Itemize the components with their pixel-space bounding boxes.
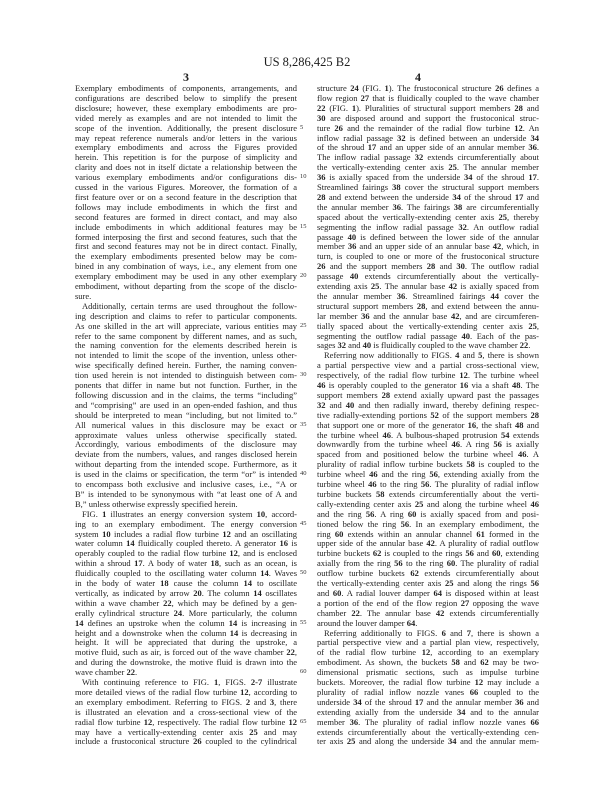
text-line: erally cylindrical structure 24. More particularly, the column — [75, 607, 297, 618]
text-line: turbine wheel 46 to the ring 56. The plurality of radial inflow — [317, 479, 539, 489]
text-line: Referring now additionally to FIGS. 4 and 5, there is shown — [324, 350, 539, 361]
patent-number-header: US 8,286,425 B2 — [263, 55, 351, 69]
text-line: ter axis 25 and along the underside 34 and the annular mem- — [317, 736, 539, 747]
text-line: wise specifically defined herein. Further, the naming conven- — [75, 360, 297, 371]
text-line: partial perspective view and a partial plan view, respectively, — [317, 637, 539, 648]
text-line: radial flow turbine 12, respectively. The radial flow turbine 12 — [75, 716, 297, 727]
margin-line-number: 5 — [300, 123, 304, 131]
text-line: sure. — [75, 290, 92, 301]
text-line: without departing from the intended scope. Furthermore, as it — [75, 459, 297, 470]
text-line: 36 is axially spaced from the underside 34 of the shroud 17. — [317, 172, 539, 183]
text-line: formed interposing the first and second features, such that the — [75, 231, 297, 242]
text-line: disclosure; however, these exemplary embodiments are pro- — [75, 102, 297, 113]
text-line: turbine buckets 58 extends circumferentially about the verti- — [317, 488, 539, 499]
text-line: 32 and 40 and then radially inward, thereby defining respec- — [317, 399, 539, 410]
text-line: the vertically-extending center axis 25. The annular member — [317, 162, 539, 173]
text-line: cussed in the various Figures. Moreover, the formation of a — [75, 182, 297, 192]
text-line: plurality of radial inflow turbine buckets 58 is coupled to the — [317, 459, 539, 470]
text-line: inflow radial passage 32 is defined between an underside 34 — [317, 132, 539, 143]
text-line: structure 24 (FIG. 1). The frustoconical structure 26 defines a — [317, 83, 539, 93]
margin-line-number: 65 — [300, 717, 307, 725]
text-line: ture 26 and the remainder of the radial flow turbine 12. An — [317, 122, 540, 133]
text-line: may repeat reference numerals and/or letters in the various — [75, 132, 297, 143]
text-line: extending axis 25. The annular base 42 is axially spaced from — [317, 281, 539, 291]
text-line: embodiment. As shown, the buckets 58 and 62 may be two- — [317, 657, 540, 668]
text-line: following discussion and in the claims, the terms “including” — [75, 389, 297, 400]
text-line: to encompass both exclusive and inclusive cases, i.e., “A or — [75, 479, 297, 489]
text-line: 28 and extend between the underside 34 of the shroud 17 and — [317, 191, 539, 202]
text-line: cally-extending center axis 25 and along the turbine wheel 46 — [317, 498, 539, 509]
text-line: embodiment, without departing from the scope of the disclo- — [75, 281, 297, 291]
text-line: the annular member 36. Streamlined fairings 44 cover the — [317, 290, 539, 301]
text-line: extending axially from the underside 34 and to the annular — [317, 706, 539, 717]
text-line: support members 28 extend axially upward past the passages — [317, 389, 539, 400]
text-line: Additionally, certain terms are used throughout the follow- — [82, 300, 297, 311]
margin-line-number: 40 — [300, 470, 307, 478]
text-line: a partial perspective view and a partial cross-sectional view, — [317, 360, 539, 371]
text-line: buckets. Moreover, the radial flow turbine 12 may include a — [317, 677, 539, 687]
text-line: the naming convention for the elements described herein is — [75, 340, 297, 351]
text-line: segmenting the outflow radial passage 40. Each of the pas- — [317, 330, 539, 341]
text-line: vertically, as indicated by arrow 20. The column 14 oscillates — [75, 587, 297, 598]
text-line: an exemplary embodiment. Referring to FIGS. 2 and 3, there — [75, 696, 297, 707]
text-line: in the body of water 18 cause the column 14 to oscillate — [75, 578, 297, 588]
text-line: and 60. A radial louver damper 64 is disposed within at least — [317, 587, 539, 598]
text-line: spaced from and positioned below the turbine wheel 46. A — [317, 449, 539, 460]
text-line: that support one or more of the generator 16, the shaft 48 and — [317, 419, 539, 430]
text-line: passage 40 extends circumferentially about the vertically- — [317, 271, 540, 282]
text-line: upper side of the annular base 42. A plurality of radial outflow — [317, 538, 540, 549]
margin-line-number: 45 — [300, 519, 307, 527]
text-line: turbine buckets 62 is coupled to the rings 56 and 60, extending — [317, 548, 540, 559]
text-line: of the radial flow turbine 12, according to an exemplary — [317, 647, 539, 658]
text-line: various exemplary embodiments and/or configurations dis- — [75, 172, 297, 183]
text-line: refer to the same component by different names, and as such, — [75, 330, 297, 341]
text-line: vided merely as examples and are not intended to limit the — [75, 112, 297, 123]
text-line: The inflow radial passage 32 extends circumferentially about — [317, 152, 539, 163]
text-line: approximate values unless otherwise specifically stated. — [75, 429, 297, 440]
text-line: first and second features may not be in direct contact. Finally, — [75, 241, 297, 252]
margin-line-number: 30 — [300, 371, 307, 379]
text-line: structural support members 28, and extend between the annu- — [317, 300, 539, 311]
text-line: include embodiments in which additional features may be — [75, 221, 297, 232]
text-line: Streamlined fairings 38 cover the structural support members — [317, 182, 539, 192]
text-line: member 36. The plurality of radial inflow nozzle vanes 66 — [317, 716, 540, 727]
margin-line-number: 15 — [300, 222, 307, 230]
text-line: and “comprising” are used in an open-ended fashion, and thus — [75, 399, 297, 410]
text-line: segmenting the inflow radial passage 32. An outflow radial — [317, 221, 539, 232]
text-line: second features are formed in direct contact, and may also — [75, 211, 297, 222]
text-line: exemplary embodiment may be used in any other exemplary — [75, 271, 297, 282]
text-line: may have a vertically-extending center axis 25 and may — [75, 726, 297, 737]
text-line: include a frustoconical structure 26 coupled to the cylindrical — [75, 736, 297, 747]
text-line: motive fluid, such as air, is forced out of the wave chamber 22, — [75, 647, 297, 658]
text-line: lar member 36 and the annular base 42, and are circumferen- — [317, 310, 539, 321]
text-line: height and a downstroke when the column 14 is decreasing in — [75, 627, 297, 638]
text-line: flow region 27 that is fluidically coupled to the wave chamber — [317, 92, 540, 103]
text-line: ing to an exemplary embodiment. The energy conversion — [75, 518, 297, 529]
text-line: operably coupled to the radial flow turbine 12, and is enclosed — [75, 548, 297, 559]
text-line: first feature over or on a second feature in the description that — [75, 191, 297, 202]
text-line: 30 are disposed around and support the frustoconical struc- — [317, 112, 539, 123]
text-line: around the louver damper 64. — [317, 617, 418, 628]
text-line: Accordingly, various embodiments of the disclosure may — [75, 439, 297, 450]
text-line: and during the downstroke, the motive fluid is drawn into the — [75, 657, 297, 668]
text-line: With continuing reference to FIG. 1, FIGS. 2-7 illustrate — [82, 677, 297, 687]
text-line: 14 defines an upstroke when the column 14 is increasing in — [75, 617, 297, 628]
text-line: All numerical values in this disclosure may be exact or — [75, 419, 297, 430]
margin-line-number: 20 — [300, 272, 307, 280]
margin-line-number: 35 — [300, 420, 307, 428]
text-line: plurality of radial inflow nozzle vanes 66 coupled to the — [317, 686, 539, 697]
text-line: Referring additionally to FIGS. 6 and 7, there is shown a — [324, 627, 539, 638]
right-page-number: 4 — [415, 70, 421, 84]
text-line: exemplary embodiments and across the Figures provided — [75, 142, 297, 153]
text-line: within a wave chamber 22, which may be defined by a gen- — [75, 597, 297, 608]
text-line: tive radially-extending portions 52 of the support members 28 — [317, 409, 539, 420]
text-line: FIG. 1 illustrates an energy conversion system 10, accord- — [82, 508, 298, 519]
text-line: the turbine wheel 46. A bulbous-shaped protrusion 54 extends — [317, 429, 539, 440]
margin-line-number: 50 — [300, 569, 307, 577]
text-line: tion used herein is not intended to distinguish between com- — [75, 370, 297, 381]
text-line: axially from the ring 56 to the ring 60. The plurality of radial — [317, 558, 539, 569]
text-line: dimensional prismatic sections, such as impulse turbine — [317, 667, 539, 678]
text-line: wave chamber 22. — [75, 667, 138, 678]
left-page-number: 3 — [183, 70, 189, 84]
text-line: respectively, of the radial flow turbine 12. The turbine wheel — [317, 370, 539, 381]
text-line: passage 40 is defined between the lower side of the annular — [317, 231, 540, 242]
text-line: system 10 includes a radial flow turbine 12 and an oscillating — [75, 528, 297, 539]
text-line: height. It will be appreciated that during the upstroke, a — [75, 637, 297, 648]
text-line: fluidically coupled to the oscillating water column 14. Waves — [75, 568, 298, 579]
text-line: ponents that differ in name but not function. Further, in the — [75, 380, 297, 390]
text-line: sages 32 and 40 is fluidically coupled to the wave chamber 22. — [317, 340, 531, 351]
text-line: extends circumferentially about the vertically-extending cen- — [317, 726, 539, 737]
text-line: member 36 and an upper side of an annular base 42, which, in — [317, 241, 539, 252]
text-line: tially spaced about the vertically-extending center axis 25, — [317, 320, 539, 331]
text-line: Exemplary embodiments of components, arrangements, and — [75, 83, 297, 93]
text-line: water column 14 fluidically coupled thereto. A generator 16 is — [75, 538, 297, 549]
text-line: follows may include embodiments in which the first and — [75, 201, 297, 212]
text-line: 26 and the support members 28 and 30. The outflow radial — [317, 261, 539, 272]
text-line: turbine wheel 46 and the ring 56, extending axially from the — [317, 469, 539, 480]
margin-line-number: 55 — [300, 618, 307, 626]
margin-line-number: 60 — [300, 668, 307, 676]
text-line: deviate from the numbers, values, and ranges disclosed herein — [75, 449, 297, 460]
text-line: is illustrated an elevation and a cross-sectional view of the — [75, 706, 297, 717]
margin-line-number: 10 — [300, 173, 307, 181]
text-line: ing description and claims to refer to particular components. — [75, 310, 297, 321]
text-line: B” is intended to be synonymous with “at least one of A and — [75, 488, 297, 499]
text-line: within a shroud 17. A body of water 18, such as an ocean, is — [75, 558, 297, 569]
text-line: ring 60 extends within an annular channel 61 formed in the — [317, 528, 539, 539]
text-line: bined in any combination of ways, i.e., any element from one — [75, 261, 297, 272]
text-line: scope of the invention. Additionally, the present disclosure — [75, 122, 297, 133]
text-line: B,” unless otherwise expressly specified herein. — [75, 498, 238, 509]
text-line: chamber 22. The annular base 42 extends circumferentially — [317, 607, 539, 618]
text-line: more detailed views of the radial flow turbine 12, according to — [75, 686, 298, 697]
text-line: turn, is coupled to one or more of the frustoconical structure — [317, 251, 539, 262]
text-line: should be interpreted to mean “including, but not limited to.” — [75, 409, 297, 420]
margin-line-number: 25 — [300, 321, 307, 329]
text-line: tioned below the ring 56. In an exemplary embodiment, the — [317, 518, 539, 529]
text-line: configurations are described below to simplify the present — [75, 92, 297, 103]
text-line: not intended to limit the scope of the invention, unless other- — [75, 350, 297, 361]
text-line: spaced about the vertically-extending center axis 25, thereby — [317, 211, 539, 222]
text-line: herein. This repetition is for the purpose of simplicity and — [75, 152, 297, 163]
text-line: 22 (FIG. 1). Pluralities of structural support members 28 and — [317, 102, 540, 113]
text-line: clarity and does not in itself dictate a relationship between the — [75, 162, 297, 173]
text-line: the vertically-extending center axis 25 and along the rings 56 — [317, 578, 540, 588]
text-line: As one skilled in the art will appreciate, various entities may — [75, 320, 297, 331]
text-line: is used in the claims or specification, the term “or” is intended — [75, 469, 297, 480]
text-line: a portion of the end of the flow region 27 opposing the wave — [317, 597, 539, 608]
text-line: underside 34 of the shroud 17 and the annular member 36 and — [317, 696, 539, 707]
text-line: of the shroud 17 and an upper side of an annular member 36. — [317, 142, 540, 153]
text-line: the annular member 36. The fairings 38 are circumferentially — [317, 201, 539, 212]
text-line: 46 is operably coupled to the generator 16 via a shaft 48. The — [317, 380, 540, 390]
text-line: and the ring 56. A ring 60 is axially spaced from and posi- — [317, 508, 539, 519]
text-line: downwardly from the turbine wheel 46. A ring 56 is axially — [317, 439, 539, 450]
text-line: outflow turbine buckets 62 extends circumferentially about — [317, 568, 540, 579]
text-line: the exemplary embodiments presented below may be com- — [75, 251, 297, 262]
